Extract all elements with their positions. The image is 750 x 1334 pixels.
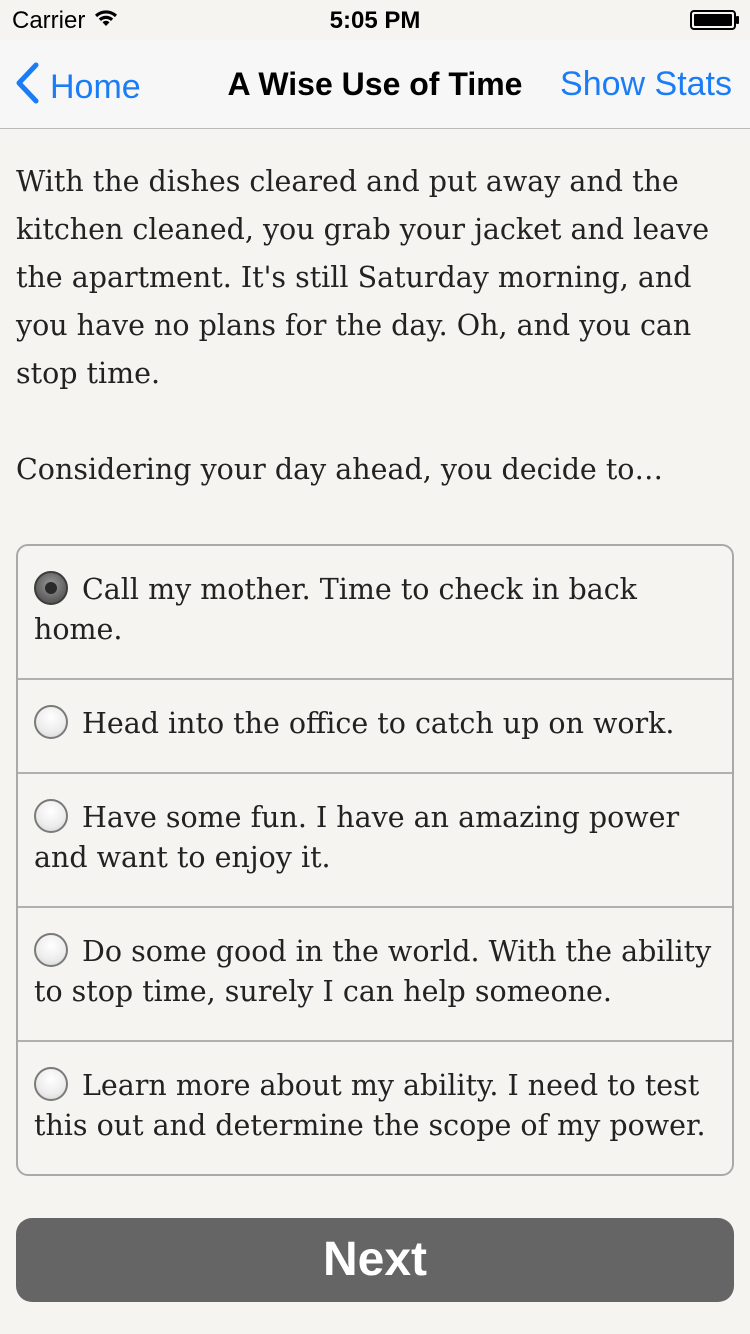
choice-label: Have some fun. I have an amazing power and want to enjoy it. [34, 801, 680, 874]
back-button-label: Home [50, 68, 141, 106]
story-text [16, 158, 736, 494]
next-button[interactable]: Next [16, 1218, 734, 1302]
carrier-name: Carrier [12, 7, 86, 34]
choice-list [16, 544, 734, 1176]
show-stats-button[interactable]: Show Stats [560, 65, 732, 103]
status-bar [0, 0, 750, 40]
battery-icon [690, 10, 740, 30]
choice-label: Call my mother. Time to check in back home. [34, 573, 637, 646]
choice-label: Learn more about my ability. I need to test this out and determine the scope of my power. [34, 1069, 706, 1142]
choice-option[interactable] [18, 1042, 732, 1176]
choice-label: Do some good in the world. With the ability to stop time, surely I can help someone. [34, 935, 712, 1008]
choice-label: Head into the office to catch up on work. [82, 707, 675, 740]
radio-unselected-icon[interactable] [34, 933, 68, 967]
page-title: A Wise Use of Time [227, 66, 523, 102]
choice-option[interactable] [18, 774, 732, 908]
radio-unselected-icon[interactable] [34, 1067, 68, 1101]
story-paragraph: With the dishes cleared and put away and the kitchen cleaned, you grab your jacket and leave the apartment. It's still Saturday morning, and you have no plans for the day. Oh, and you can stop time. [16, 165, 710, 390]
story-prompt: Considering your day ahead, you decide to… [16, 453, 663, 486]
navigation-bar [0, 40, 750, 129]
clock: 5:05 PM [329, 7, 421, 34]
choice-option[interactable] [18, 680, 732, 774]
choice-option[interactable] [18, 908, 732, 1042]
radio-selected-icon[interactable] [34, 571, 68, 605]
back-button[interactable] [14, 62, 141, 113]
choice-option[interactable] [18, 546, 732, 680]
radio-unselected-icon[interactable] [34, 799, 68, 833]
chevron-left-icon [14, 62, 40, 113]
radio-unselected-icon[interactable] [34, 705, 68, 739]
